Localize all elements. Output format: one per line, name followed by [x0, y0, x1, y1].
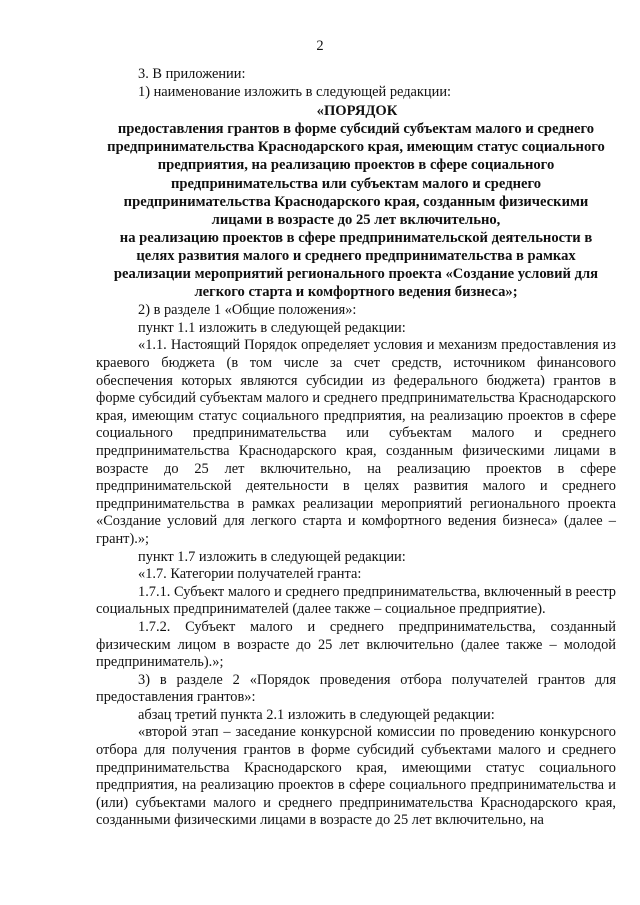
document-body	[96, 66, 616, 830]
title-body: предоставления грантов в форме субсидий субъектам малого и среднего предпринимательства Краснодарского края, имеющим статус социального предприятия, на реализацию проектов в сфере социального предпринимательства или субъектам малого и среднего предпринимательства Краснодарского края, созданным физическими лицами в возрасте до 25 лет включительно,	[107, 121, 605, 228]
paragraph-point-1-1: «1.1. Настоящий Порядок определяет условия и механизм предоставления из краевого бюджета (в том числе за счет средств, источником финансового обеспечения которых являются субсидии из федерального бюджета) грантов в форме субсидий субъектам малого и среднего предпринимательства Краснодарского края, имеющим статус социального предприятия, на реализацию проектов в сфере социального предпринимательства или субъектам малого и среднего предпринимательства Краснодарского края, созданным физическими лицами в возрасте до 25 лет включительно, на реализацию проектов в сфере предпринимательской деятельности в целях развития малого и среднего предпринимательства в рамках реализации мероприятий регионального проекта «Создание условий для легкого старта и комфортного ведения бизнеса» (далее – грант).»;	[96, 337, 616, 547]
paragraph-item-1: 1) наименование изложить в следующей редакции:	[138, 83, 452, 100]
paragraph-point-1-7-2: 1.7.2. Субъект малого и среднего предпринимательства, созданный физическим лицом в возрасте до 25 лет включительно (далее также – молодой предприниматель).»;	[96, 618, 616, 671]
paragraph-item-3: 3) в разделе 2 «Порядок проведения отбора получателей грантов для предоставления грантов»:	[96, 671, 616, 706]
document-title	[96, 102, 616, 301]
paragraph-section-3: 3. В приложении:	[138, 66, 246, 82]
paragraph-point-1-7-intro: пункт 1.7 изложить в следующей редакции:	[138, 548, 406, 565]
title-body-continued: на реализацию проектов в сфере предпринимательской деятельности в целях развития малого и среднего предпринимательства в рамках реализации мероприятий регионального проекта «Создание условий для легкого старта и комфортного ведения бизнеса»;	[113, 229, 599, 301]
paragraph-point-1-1-intro: пункт 1.1 изложить в следующей редакции:	[138, 319, 406, 336]
page-number: 2	[316, 38, 324, 54]
paragraph-point-1-7-1: 1.7.1. Субъект малого и среднего предпринимательства, включенный в реестр социальных предпринимателей (далее также – социальное предприятие).	[96, 583, 616, 618]
paragraph-point-2-1: «второй этап – заседание конкурсной комиссии по проведению конкурсного отбора для получения грантов в форме субсидий субъектами малого и среднего предпринимательства Краснодарского края, имеющими статус социального предприятия, на реализацию проектов в сфере социального предпринимательства и (или) субъектами малого и среднего предпринимательства Краснодарского края, созданными физическими лицами в возрасте до 25 лет включительно, на	[96, 724, 616, 829]
paragraph-point-2-1-intro: абзац третий пункта 2.1 изложить в следующей редакции:	[138, 706, 495, 723]
paragraph-item-2: 2) в разделе 1 «Общие положения»:	[138, 302, 357, 319]
paragraph-point-1-7: «1.7. Категории получателей гранта:	[138, 566, 362, 583]
title-heading: «ПОРЯДОК	[316, 103, 398, 120]
